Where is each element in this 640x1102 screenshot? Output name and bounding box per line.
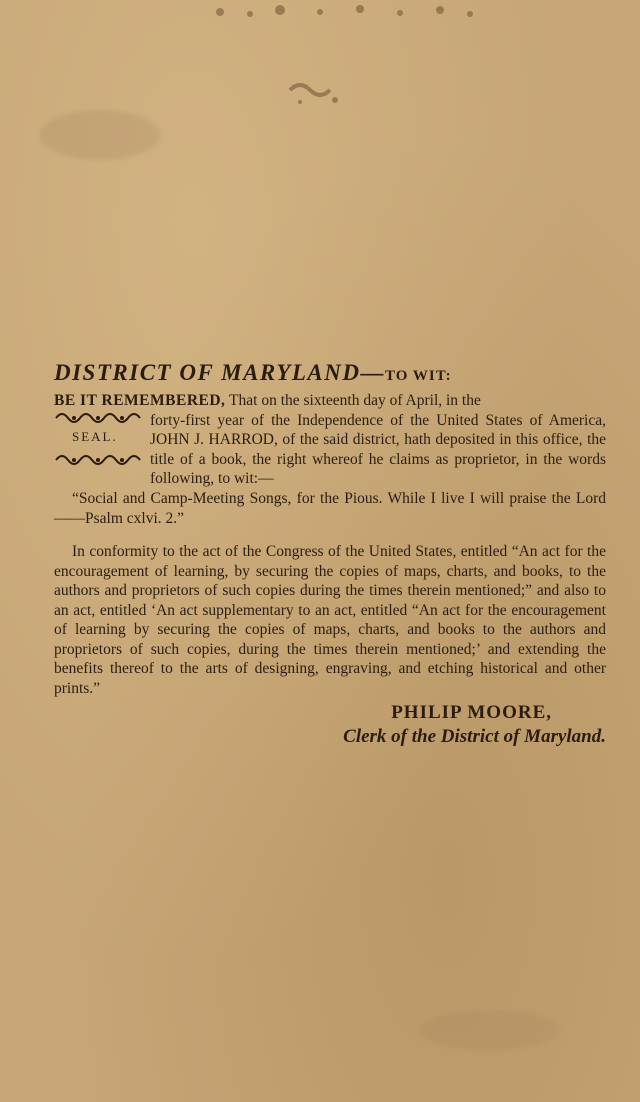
district-title: DISTRICT OF MARYLAND— <box>54 360 385 385</box>
clerk-title: Clerk of the District of Maryland. <box>343 726 606 747</box>
seal-ornament-bottom <box>54 453 142 467</box>
notice-first-line <box>54 391 606 411</box>
notice-line1-rest: That on the sixteenth day of April, in the <box>229 392 481 409</box>
seal <box>54 411 142 471</box>
notice-indented-text: forty-first year of the Independence of the United States of America, JOHN J. HARROD, of the said district, hath deposited in this office, the title of a book, the right whereof he claims as proprietor, in the words following, to wit:— <box>150 411 606 487</box>
copyright-notice <box>54 360 606 748</box>
be-it-remembered: BE IT REMEMBERED, <box>54 392 226 409</box>
bleed-through-marks <box>160 0 520 140</box>
seal-block <box>54 391 606 487</box>
to-wit-label: TO WIT: <box>385 368 452 384</box>
act-text: In conformity to the act of the Congress of the United States, entitled “An act for the encouragement of learning, by securing the copies of maps, charts, and books, to the authors and proprietors of such copies during the times therein mentioned;” and also to an act, entitled ‘An act supplementary to an act, entitled “An act for the encouragement of learning by securing the copies of maps, charts, and books to the authors and proprietors of such copies, during the times therein mentioned;’ and extending the benefits thereof to the arts of designing, engraving, and etching historical and other prints.” <box>54 543 606 697</box>
stain <box>420 1010 560 1050</box>
seal-ornament-top <box>54 411 142 425</box>
signature-name: PHILIP MOORE, <box>391 702 552 723</box>
stain <box>40 110 160 160</box>
seal-label: SEAL. <box>72 429 118 444</box>
book-title: “Social and Camp-Meeting Songs, for the Pious. While I live I will praise the Lord——Psalm cxlvi. 2.” <box>54 490 606 527</box>
district-heading <box>54 360 606 389</box>
